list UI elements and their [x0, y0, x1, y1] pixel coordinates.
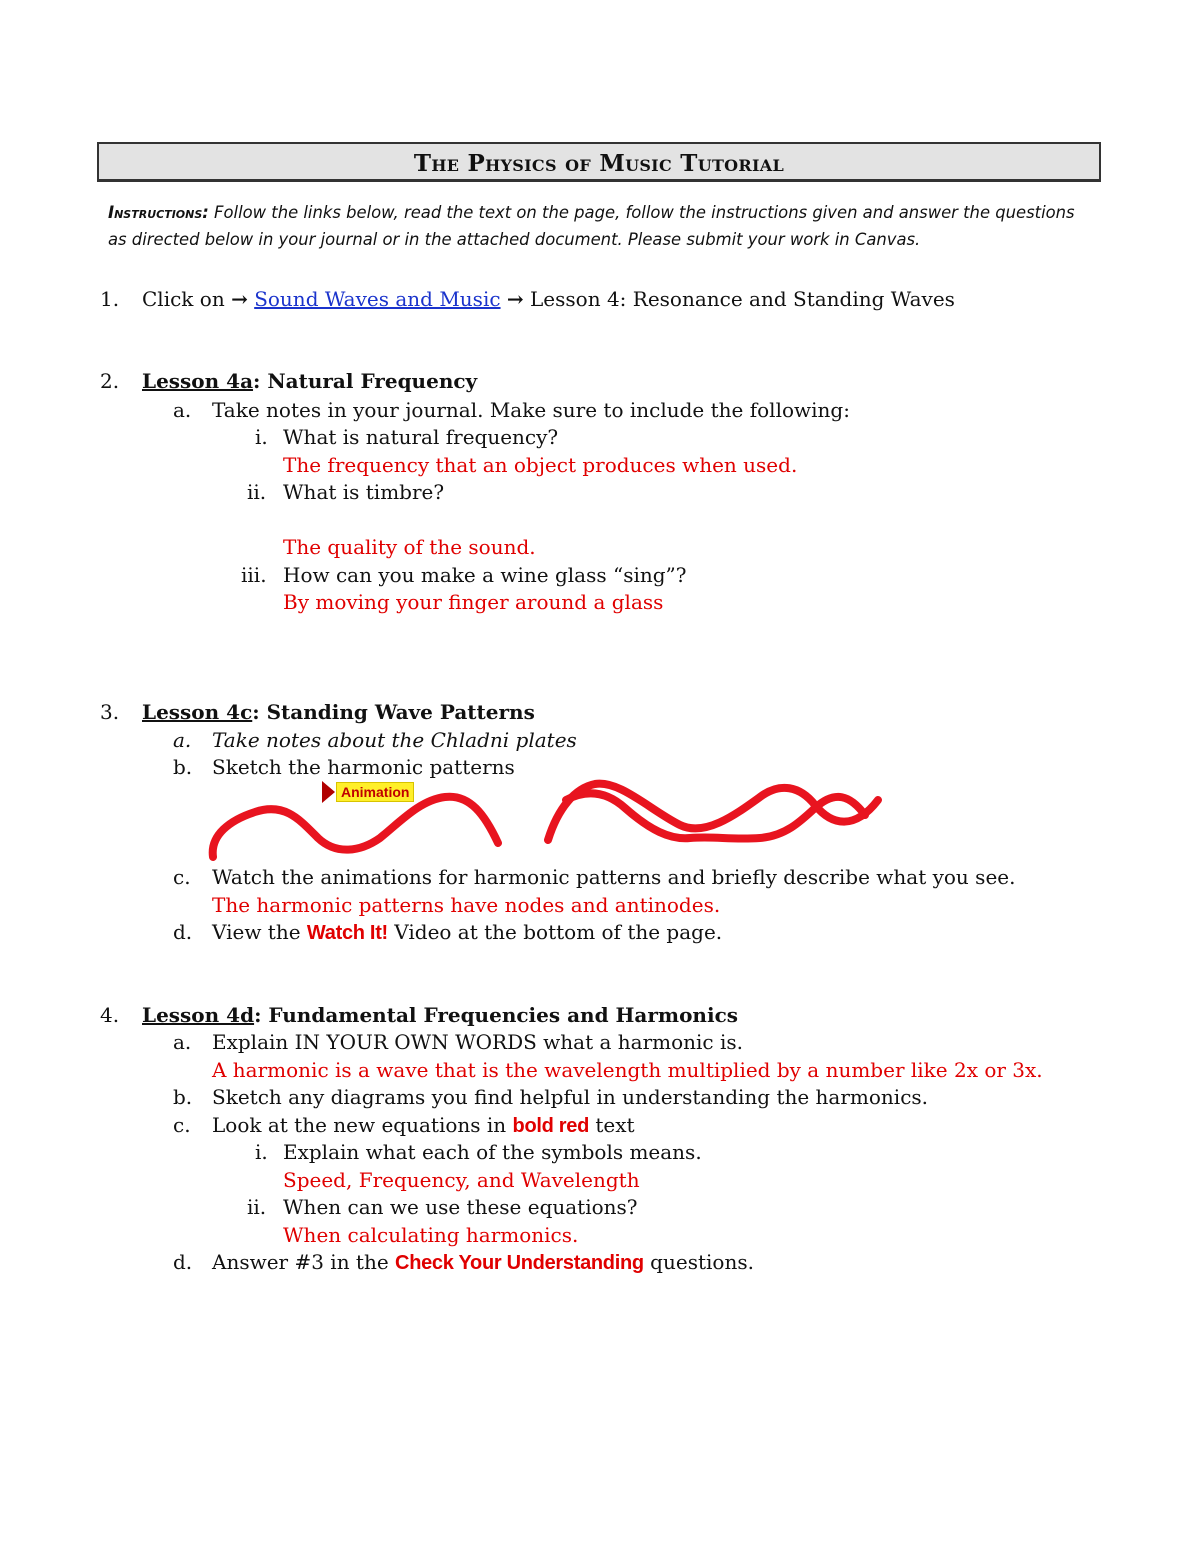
instructions-lead: Instructions:: [108, 203, 209, 222]
item-4c-i-number: i.: [255, 1140, 268, 1164]
item-3d-number: d.: [173, 920, 193, 944]
lesson-4c-label: Lesson 4c: [142, 700, 253, 724]
arrow-icon: →: [506, 287, 524, 311]
check-understanding-label: Check Your Understanding: [395, 1252, 644, 1274]
animation-label: Animation: [336, 782, 414, 802]
item-4a-answer: A harmonic is a wave that is the wavelength multiplied by a number like 2x or 3x.: [212, 1058, 1043, 1082]
item-3c-text: Watch the animations for harmonic patterns and briefly describe what you see.: [212, 865, 1016, 889]
item-4c-ii-number: ii.: [247, 1195, 267, 1219]
lesson-4a-title: : Natural Frequency: [253, 369, 478, 393]
item-2a-ii-number: ii.: [247, 480, 267, 504]
item-4a-number: a.: [173, 1030, 192, 1054]
item-4b-number: b.: [173, 1085, 193, 1109]
item-4c-number: c.: [173, 1113, 191, 1137]
item-2a-ii-answer: The quality of the sound.: [283, 535, 536, 559]
item-2a-i-answer: The frequency that an object produces when used.: [283, 453, 798, 477]
item-1-suffix: Lesson 4: Resonance and Standing Waves: [523, 287, 955, 311]
item-4c-i-text: Explain what each of the symbols means.: [283, 1140, 702, 1164]
item-2a-text: Take notes in your journal. Make sure to include the following:: [212, 398, 850, 422]
item-4b-text: Sketch any diagrams you find helpful in understanding the harmonics.: [212, 1085, 929, 1109]
arrow-icon: →: [231, 287, 248, 311]
item-4d-line: [212, 1248, 754, 1277]
item-2a-i-text: What is natural frequency?: [283, 425, 559, 449]
item-4d-prefix: Answer #3 in the: [212, 1250, 396, 1274]
lesson-4c-title: : Standing Wave Patterns: [252, 700, 535, 724]
item-2-number: 2.: [100, 369, 120, 393]
item-2a-iii-text: How can you make a wine glass “sing”?: [283, 563, 687, 587]
item-2a-iii-number: iii.: [241, 563, 267, 587]
play-triangle-icon: [322, 781, 335, 803]
document-title: The Physics of Music Tutorial: [413, 150, 785, 177]
item-3c-answer: The harmonic patterns have nodes and antinodes.: [212, 893, 721, 917]
sketch-wave-left: [213, 797, 498, 857]
item-3a-number: a.: [173, 728, 192, 752]
item-3c-number: c.: [173, 865, 191, 889]
lesson-4d-label: Lesson 4d: [142, 1003, 255, 1027]
item-4-number: 4.: [100, 1003, 120, 1027]
item-4c-i-answer: Speed, Frequency, and Wavelength: [283, 1168, 640, 1192]
bold-red-label: bold red: [512, 1115, 590, 1137]
item-3a-text: Take notes about the Chladni plates: [212, 728, 577, 752]
watch-it-label: Watch It!: [306, 922, 388, 944]
item-4c-suffix: text: [589, 1113, 635, 1137]
item-4d-suffix: questions.: [643, 1250, 754, 1274]
item-3d-prefix: View the: [212, 920, 307, 944]
item-3b-text: Sketch the harmonic patterns: [212, 755, 515, 779]
item-4c-prefix: Look at the new equations in: [212, 1113, 513, 1137]
item-2a-i-number: i.: [255, 425, 268, 449]
item-2a-number: a.: [173, 398, 192, 422]
instructions-text: Follow the links below, read the text on the page, follow the instructions given and answer the questions as directed below in your journal or in the attached document. Please submit your work in Canvas.: [108, 203, 1075, 249]
lesson-4d-heading: [142, 1001, 738, 1029]
item-3-number: 3.: [100, 700, 120, 724]
item-3d-suffix: Video at the bottom of the page.: [387, 920, 723, 944]
item-4a-text: Explain IN YOUR OWN WORDS what a harmonic is.: [212, 1030, 744, 1054]
item-4c-line: [212, 1111, 635, 1140]
item-1-prefix: Click on: [142, 287, 232, 311]
lesson-4a-label: Lesson 4a: [142, 369, 254, 393]
item-3b-number: b.: [173, 755, 193, 779]
item-2a-iii-answer: By moving your finger around a glass: [283, 590, 664, 614]
lesson-4d-title: : Fundamental Frequencies and Harmonics: [254, 1003, 739, 1027]
animation-badge[interactable]: [322, 780, 414, 804]
item-4c-ii-answer: When calculating harmonics.: [283, 1223, 579, 1247]
sound-waves-link[interactable]: Sound Waves and Music: [254, 287, 501, 311]
item-4c-ii-text: When can we use these equations?: [283, 1195, 638, 1219]
item-3d-line: [212, 918, 722, 947]
item-1-number: 1.: [100, 287, 120, 311]
item-2a-ii-text: What is timbre?: [283, 480, 445, 504]
item-4d-number: d.: [173, 1250, 193, 1274]
